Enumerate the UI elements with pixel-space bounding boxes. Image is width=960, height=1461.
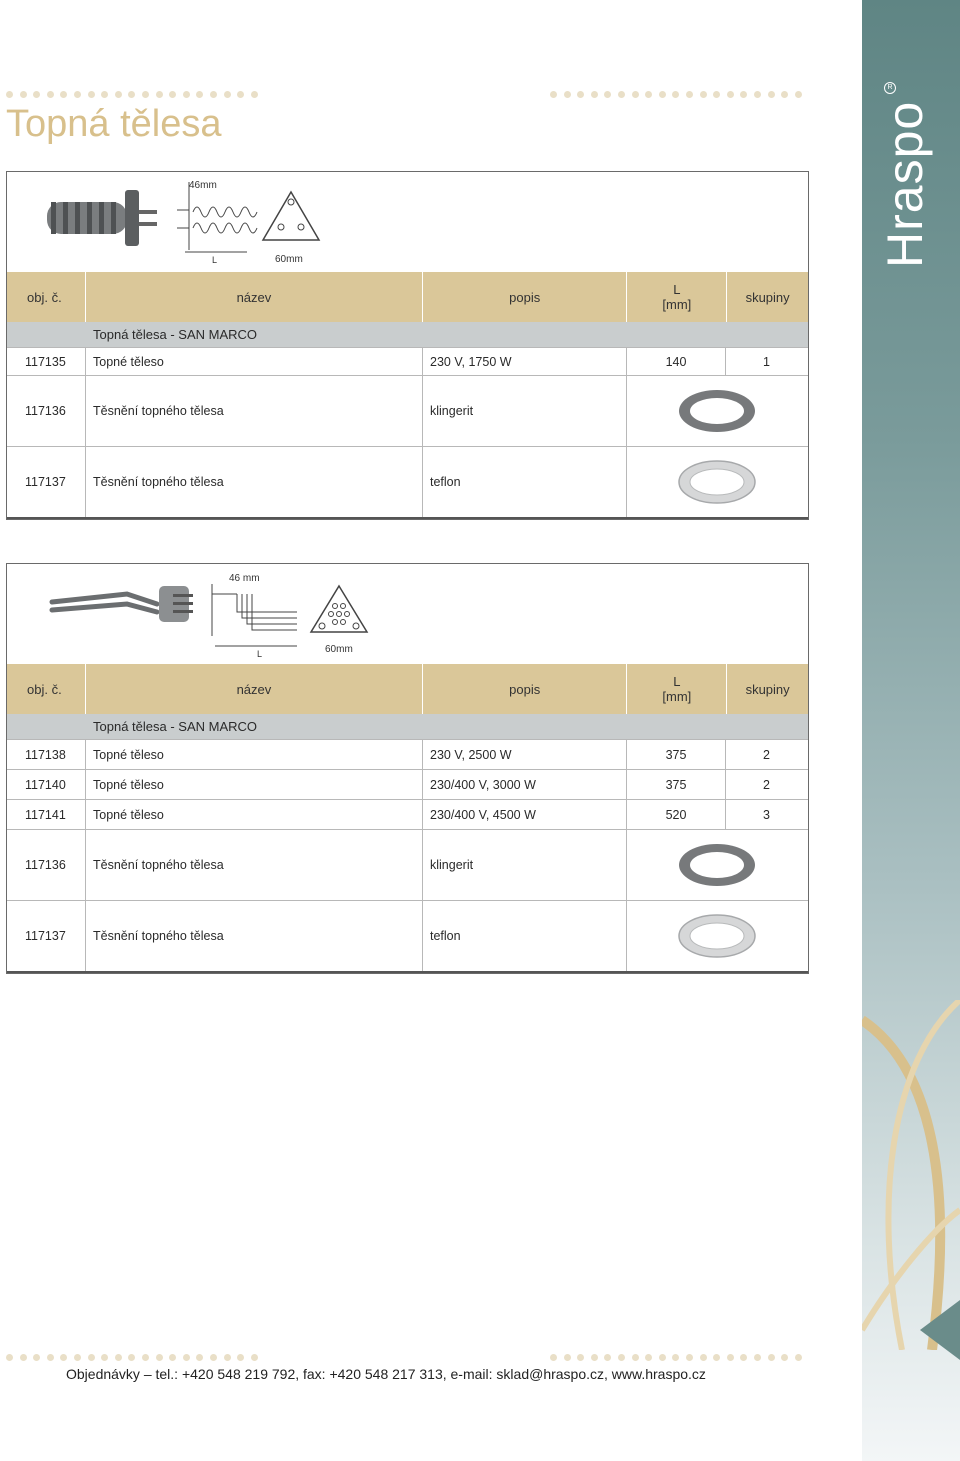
cell-popis: 230 V, 1750 W: [423, 348, 627, 375]
cell-nazev: Těsnění topného tělesa: [86, 376, 423, 446]
cell-popis: klingerit: [423, 376, 627, 446]
cell-nazev: Topné těleso: [86, 740, 423, 769]
header-nazev: název: [86, 272, 423, 322]
header-skupiny: skupiny: [745, 289, 790, 305]
gasket-image-cell: [627, 376, 807, 446]
header-popis: popis: [423, 664, 627, 714]
table-row: [7, 739, 808, 769]
cell-obj: 117138: [7, 740, 86, 769]
header-nazev: název: [86, 664, 423, 714]
header-length: [627, 272, 727, 322]
cell-nazev: Těsnění topného tělesa: [86, 447, 423, 517]
table-row: [7, 347, 808, 375]
cell-length: 140: [627, 348, 726, 375]
table-row: [7, 900, 808, 973]
table-row: [7, 446, 808, 519]
cell-skupiny: 2: [763, 777, 770, 792]
header-length-l: L: [673, 282, 681, 297]
table-row: [7, 799, 808, 829]
heating-element-coil-diagram: [37, 172, 357, 272]
cell-obj: 117140: [7, 770, 86, 799]
cell-obj: 117136: [7, 830, 86, 900]
header-length-unit: [mm]: [662, 297, 692, 312]
dim-top-label: 46mm: [189, 180, 217, 191]
cell-nazev: Topné těleso: [86, 770, 423, 799]
group-label: Topná tělesa - SAN MARCO: [93, 719, 258, 734]
cell-obj: 117135: [7, 348, 86, 375]
dots-top-right: [550, 85, 808, 93]
dim-length-label: L: [212, 255, 218, 265]
dim-side-label: 60mm: [275, 254, 303, 265]
cell-nazev: Topné těleso: [86, 800, 423, 829]
decorative-swoosh: [862, 1000, 960, 1350]
header-length-unit: [mm]: [662, 689, 692, 704]
gasket-light-image: [675, 458, 759, 506]
table-row: [7, 769, 808, 799]
table-row: [7, 829, 808, 900]
cell-obj: 117137: [7, 901, 86, 971]
table-header: [7, 272, 808, 322]
dots-bottom-left: [6, 1348, 264, 1356]
header-length: [627, 664, 727, 714]
header-obj: obj. č.: [7, 664, 86, 714]
heating-element-tube-diagram: [47, 564, 387, 664]
cell-nazev: Těsnění topného tělesa: [86, 830, 423, 900]
cell-skupiny: 2: [763, 747, 770, 762]
cell-popis: teflon: [423, 901, 627, 971]
cell-obj: 117137: [7, 447, 86, 517]
dim-top-label: 46 mm: [229, 573, 260, 584]
cell-obj: 117141: [7, 800, 86, 829]
cell-nazev: Těsnění topného tělesa: [86, 901, 423, 971]
cell-obj: 117136: [7, 376, 86, 446]
page-title: Topná tělesa: [6, 103, 222, 145]
cell-popis: teflon: [423, 447, 627, 517]
cell-skupiny: 3: [763, 807, 770, 822]
gasket-dark-image: [675, 841, 759, 889]
dots-bottom-right: [550, 1348, 808, 1356]
registered-mark: R: [884, 82, 896, 94]
group-row: [7, 714, 808, 739]
product-diagram-2: [7, 564, 808, 664]
gasket-image-cell: [627, 830, 807, 900]
table-row: [7, 375, 808, 446]
header-obj: obj. č.: [7, 272, 86, 322]
header-length-l: L: [673, 674, 681, 689]
footer-contact: Objednávky – tel.: +420 548 219 792, fax: +420 548 217 313, e-mail: sklad@hraspo.cz, www.hraspo.cz: [66, 1366, 706, 1382]
cell-length: 375: [627, 770, 726, 799]
cell-nazev: Topné těleso: [86, 348, 423, 375]
cell-length: 375: [627, 740, 726, 769]
table-header: [7, 664, 808, 714]
gasket-image-cell: [627, 901, 807, 971]
decorative-corner: [862, 1300, 960, 1370]
brand-logo: Hraspo: [877, 100, 933, 268]
cell-skupiny: 1: [763, 354, 770, 369]
product-diagram-1: [7, 172, 808, 272]
gasket-light-image: [675, 912, 759, 960]
header-skupiny: skupiny: [745, 681, 790, 697]
product-table-2: [6, 563, 809, 974]
cell-popis: 230/400 V, 4500 W: [423, 800, 627, 829]
group-row: [7, 322, 808, 347]
dim-side-label: 60mm: [325, 644, 353, 655]
group-label: Topná tělesa - SAN MARCO: [93, 327, 258, 342]
gasket-image-cell: [627, 447, 807, 517]
cell-popis: klingerit: [423, 830, 627, 900]
dots-top-left: [6, 85, 264, 93]
product-table-1: [6, 171, 809, 520]
cell-popis: 230 V, 2500 W: [423, 740, 627, 769]
gasket-dark-image: [675, 387, 759, 435]
header-popis: popis: [423, 272, 627, 322]
cell-length: 520: [627, 800, 726, 829]
dim-length-label: L: [257, 649, 263, 659]
cell-popis: 230/400 V, 3000 W: [423, 770, 627, 799]
